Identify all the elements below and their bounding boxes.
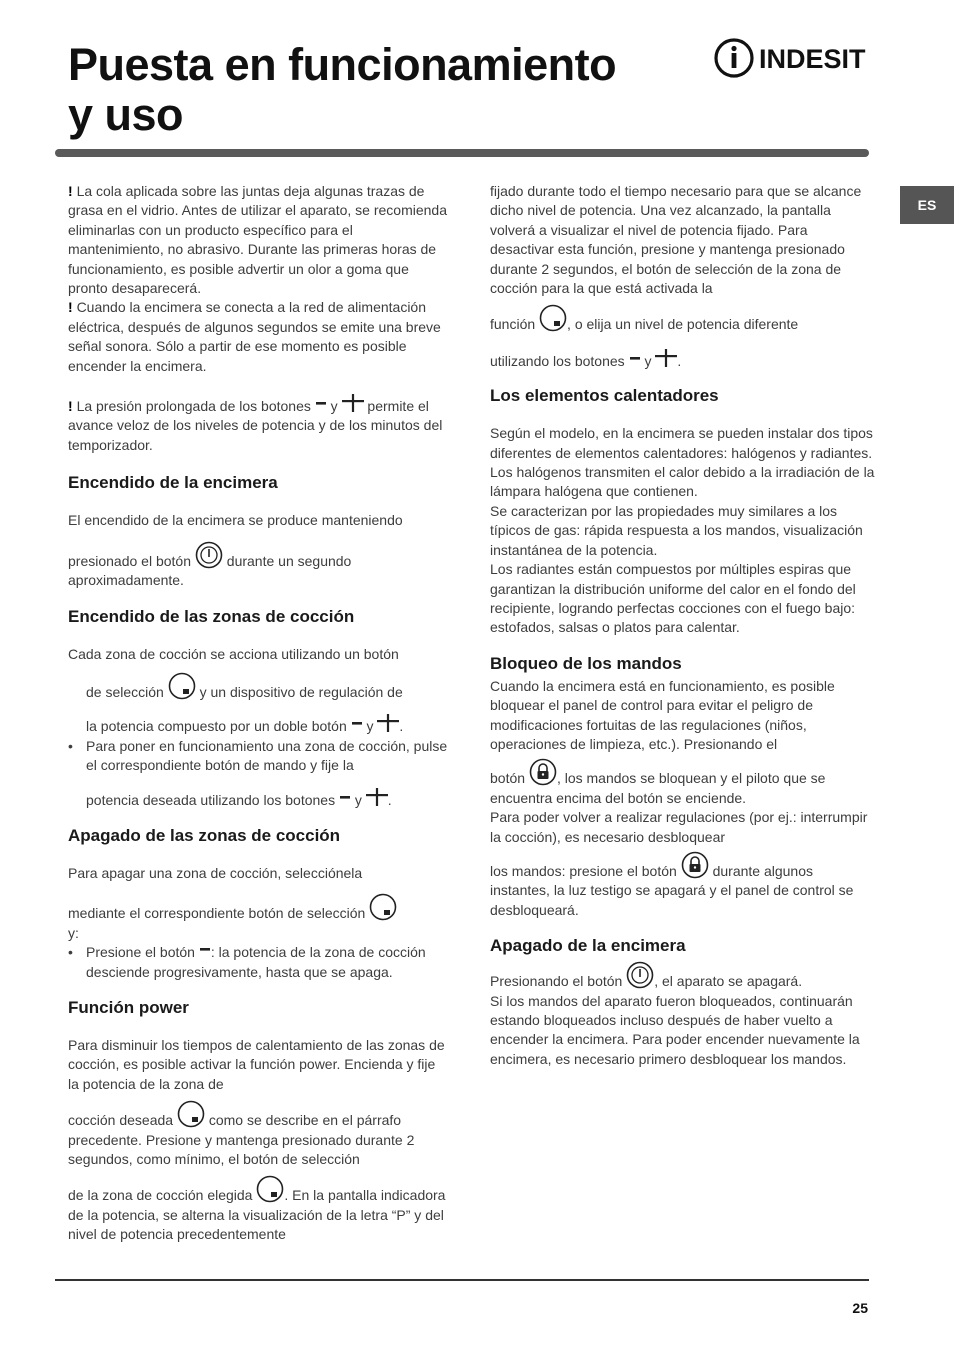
footer-divider — [55, 1279, 869, 1281]
note-glue: ! La cola aplicada sobre las juntas deja algunas trazas de grasa en el vidrio. Antes de utilizar el aparato, se recomienda eliminarlas con un producto específico para el mantenimiento, no abrasivo. Durante las primeras horas de funcionamiento, es posible advertir un olor a goma que pronto desaparecerá. — [68, 183, 447, 297]
heading-elementos: Los elementos calentadores — [490, 386, 719, 406]
zone-select-icon — [256, 1175, 284, 1203]
heading-zonas: Encendido de las zonas de cocción — [68, 606, 355, 626]
bullet-dot: • — [68, 737, 73, 754]
para-bloqueo-a: Cuando la encimera está en funcionamiento, es posible bloquear el panel de control para evitar el peligro de modificaciones fortuitas de las regulaciones (niños, operaciones de limpieza, etc.). Presionando el — [490, 677, 835, 752]
para-power-a: Para disminuir los tiempos de calentamiento de las zonas de cocción, es posible activar la función power. Encienda y fije la potencia de la zona de — [68, 1036, 445, 1092]
para-power-cont-c: utilizando los botones y . — [490, 349, 875, 371]
para-apagado-enc-a: Presionando el botón , el aparato se apagará. — [490, 961, 875, 991]
warning-icon: ! — [68, 299, 73, 316]
zone-select-icon — [369, 893, 397, 921]
language-tab: ES — [900, 186, 954, 224]
para-encendido: presionado el botón durante un segundo aproximadamente. — [68, 541, 448, 591]
power-button-icon — [626, 961, 654, 989]
para-bloqueo-e: los mandos: presione el botón durante algunos instantes, la luz testigo se apagará y el panel de control se desbloqueará. — [490, 851, 875, 920]
title-line-2: y uso — [68, 89, 184, 140]
para-power-cont: fijado durante todo el tiempo necesario para que se alcance dicho nivel de potencia. Una vez alcanzado, la pantalla volverá a visualizar el nivel de potencia fijado. Para desactivar esta función, presione y mantenga presionado durante 2 segundos, el botón de selección de la zona de cocción para la que está activada la — [490, 183, 862, 297]
plus-icon — [377, 714, 399, 734]
heading-apagado-zonas: Apagado de las zonas de cocción — [68, 825, 341, 845]
para-elementos-3: Se caracterizan por las propiedades muy similares a los típicos de gas: rápida respuesta a los mandos, visualización instantánea de la potencia. — [490, 502, 863, 558]
para-power-cont-b: función , o elija un nivel de potencia diferente — [490, 304, 875, 334]
minus-icon — [315, 400, 327, 414]
minus-icon — [339, 794, 351, 808]
para-apagado-a: Para apagar una zona de cocción, selecciónela — [68, 864, 363, 881]
plus-icon — [655, 349, 677, 369]
lock-button-icon — [681, 851, 709, 879]
heading-bloqueo: Bloqueo de los mandos — [490, 653, 682, 673]
heading-power: Función power — [68, 997, 189, 1017]
minus-icon — [629, 355, 641, 369]
indesit-logo — [714, 36, 874, 80]
zone-select-icon — [168, 672, 196, 700]
heading-encendido: Encendido de la encimera — [68, 473, 278, 493]
para-elementos-1: Según el modelo, en la encimera se pueden instalar dos tipos diferentes de elementos calentadores: halógenos y radiantes. — [490, 425, 873, 461]
page-number: 25 — [852, 1300, 868, 1316]
plus-icon — [342, 394, 364, 414]
para-elementos-4: Los radiantes están compuestos por múltiples espiras que garantizan la distribución uniforme del calor en el fondo del recipiente, logrando perfectas cocciones con el fuego bajo: estofados, salsas o platos para calentar. — [490, 561, 856, 636]
para-elementos-2: Los halógenos transmiten el calor debido a la irradiación de la lámpara halógena que contienen. — [490, 464, 875, 500]
para-power-c: de la zona de cocción elegida . En la pantalla indicadora de la potencia, se alterna la visualización de la letra “P” y del nivel de potencia precedentemente — [68, 1175, 448, 1244]
list-item: • Presione el botón : la potencia de la zona de cocción desciende progresivamente, hasta que se apaga. — [68, 943, 448, 982]
para-apagado-b: mediante el correspondiente botón de selección y: — [68, 893, 448, 943]
power-button-icon — [195, 541, 223, 569]
lock-button-icon — [529, 758, 557, 786]
para-power-b: cocción deseada como se describe en el párrafo precedente. Presione y mantenga presionado durante 2 segundos, como mínimo, el botón de selección — [68, 1100, 448, 1169]
minus-icon — [199, 946, 211, 960]
para-encendido-a: El encendido de la encimera se produce manteniendo — [68, 512, 403, 529]
title-line-1: Puesta en funcionamiento — [68, 39, 617, 90]
minus-icon — [351, 720, 363, 734]
plus-icon — [366, 788, 388, 808]
para-zonas-a: Cada zona de cocción se acciona utilizando un botón — [68, 645, 399, 662]
para-bloqueo-b: botón , los mandos se bloquean y el piloto que se encuentra encima del botón se enciende. — [490, 758, 875, 808]
right-column — [490, 182, 875, 1069]
para-apagado-enc-c: Si los mandos del aparato fueron bloqueados, continuarán estando bloqueados incluso después de haber vuelto a encender la encimera. Para poder encender nuevamente la encimera, es necesario primero desbloquear los mandos. — [490, 992, 860, 1067]
heading-apagado-encimera: Apagado de la encimera — [490, 936, 686, 956]
warning-icon: ! — [68, 183, 73, 199]
para-zonas-c: la potencia compuesto por un doble botón y . — [68, 714, 448, 736]
page-title — [68, 40, 616, 140]
zone-select-icon — [177, 1100, 205, 1128]
header-divider — [55, 149, 869, 157]
note-long-press: ! La presión prolongada de los botones y permite el avance veloz de los niveles de potencia y de los minutos del temporizador. — [68, 394, 448, 455]
brand-text: INDESIT — [759, 44, 866, 74]
left-column — [68, 182, 448, 1245]
list-item: • Para poner en funcionamiento una zona de cocción, pulse el correspondiente botón de mando y fije la potencia deseada utilizando los botones y . — [68, 737, 448, 810]
para-bloqueo-d: Para poder volver a realizar regulaciones (por ej.: interrumpir la cocción), es necesario desbloquear — [490, 809, 868, 845]
bullet-dot: • — [68, 944, 73, 961]
para-zonas-b: de selección y un dispositivo de regulación de — [68, 672, 448, 702]
warning-icon: ! — [68, 398, 73, 415]
zone-select-icon — [539, 304, 567, 332]
note-power-signal: ! Cuando la encimera se conecta a la red de alimentación eléctrica, después de algunos segundos se emite una breve señal sonora. Sólo a partir de ese momento es posible encender la encimera. — [68, 299, 441, 374]
